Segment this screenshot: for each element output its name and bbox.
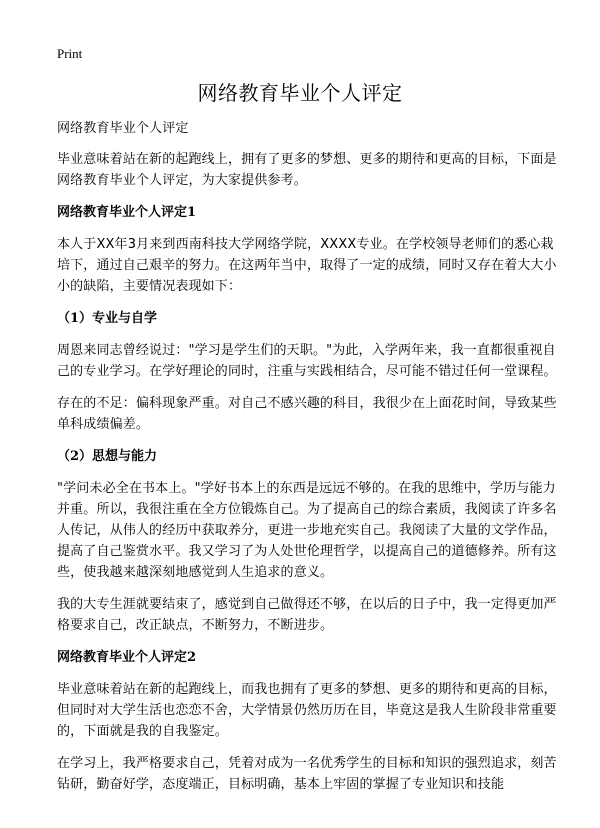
page-title: 网络教育毕业个人评定 bbox=[197, 81, 403, 105]
section1-paragraph-1: 本人于XX年3月来到西南科技大学网络学院，XXXX专业。在学校领导老师们的悉心栽培下，通过自己艰辛的努力。在这两年当中，取得了一定的成绩，同时又存在着大大小小的缺陷，主要情况表现如下： bbox=[57, 237, 557, 294]
section1-paragraph-2: 周恩来同志曾经说过："学习是学生们的天职。"为此，入学两年来，我一直都很重视自己的专业学习。在学好理论的同时，注重与实践相结合，尽可能不错过任何一堂课程。 bbox=[57, 343, 557, 379]
subheading-thought-ability: （2）思想与能力 bbox=[57, 449, 158, 464]
section-heading-1: 网络教育毕业个人评定1 bbox=[57, 205, 197, 220]
section2-paragraph-1: 毕业意味着站在新的起跑线上，而我也拥有了更多的梦想、更多的期待和更高的目标，但同时对大学生活也恋恋不舍，大学情景仍然历历在目，毕竟这是我人生阶段非常重要的，下面就是我的自我鉴定。 bbox=[57, 682, 557, 739]
article-subtitle: 网络教育毕业个人评定 bbox=[57, 121, 189, 136]
intro-paragraph: 毕业意味着站在新的起跑线上，拥有了更多的梦想、更多的期待和更高的目标，下面是网络教育毕业个人评定，为大家提供参考。 bbox=[57, 152, 557, 188]
article-body bbox=[57, 118, 557, 806]
section1-paragraph-3: 存在的不足：偏科现象严重。对自己不感兴趣的科目，我很少在上面花时间，导致某些单科成绩偏差。 bbox=[57, 396, 557, 432]
section2-paragraph-2: 在学习上，我严格要求自己，凭着对成为一名优秀学生的目标和知识的强烈追求，刻苦钻研，勤奋好学，态度端正，目标明确，基本上牢固的掌握了专业知识和技能 bbox=[57, 756, 557, 792]
print-link[interactable]: Print bbox=[57, 46, 83, 61]
section-heading-2: 网络教育毕业个人评定2 bbox=[57, 650, 197, 665]
subheading-major-study: （1）专业与自学 bbox=[57, 311, 158, 326]
section1-paragraph-4: "学问未必全在书本上。"学好书本上的东西是远远不够的。在我的思维中，学历与能力并重。所以，我很注重在全方位锻炼自己。为了提高自己的综合素质，我阅读了许多名人传记，从伟人的经历中获取养分，更进一步地充实自己。我阅读了大量的文学作品，提高了自己鉴赏水平。我又学习了为人处世伦理哲学，以提高自己的道德修养。所有这些，使我越来越深刻地感觉到人生追求的意义。 bbox=[57, 481, 557, 580]
section1-paragraph-5: 我的大专生涯就要结束了，感觉到自己做得还不够，在以后的日子中，我一定得更加严格要求自己，改正缺点，不断努力，不断进步。 bbox=[57, 597, 557, 633]
